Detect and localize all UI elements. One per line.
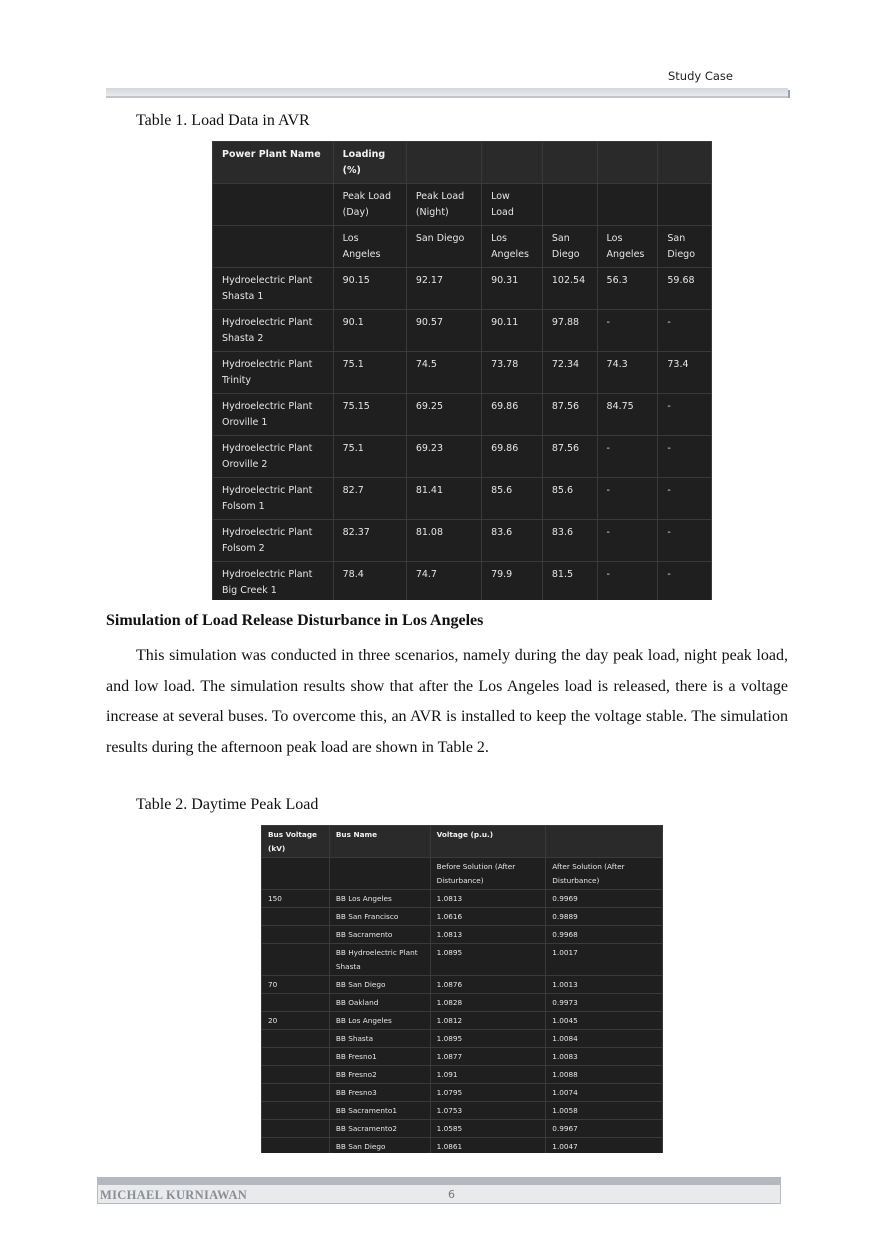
table-row [262, 890, 663, 908]
table-cell: 1.0045 [546, 1012, 663, 1030]
table-row [262, 944, 663, 976]
table-cell: 83.6 [542, 520, 597, 562]
table-cell: San Diego [542, 226, 597, 268]
page-number: 6 [448, 1188, 455, 1201]
table-cell: 90.31 [482, 268, 543, 310]
table-cell [658, 184, 712, 226]
table-cell: 90.57 [406, 310, 481, 352]
table-cell: Los Angeles [597, 226, 658, 268]
table-cell: 1.0585 [430, 1120, 546, 1138]
table-cell: BB Sacramento [329, 926, 430, 944]
header-cell [597, 142, 658, 184]
table-cell: Los Angeles [482, 226, 543, 268]
table-cell: 1.0074 [546, 1084, 663, 1102]
table-cell: Hydroelectric Plant Folsom 1 [213, 478, 334, 520]
section-title: Simulation of Load Release Disturbance in Los Angeles [106, 612, 484, 629]
table-cell: BB San Diego [329, 1138, 430, 1154]
table-cell: - [658, 394, 712, 436]
table-cell: - [658, 310, 712, 352]
table-cell: Hydroelectric Plant Oroville 2 [213, 436, 334, 478]
table-cell: 1.0861 [430, 1138, 546, 1154]
table-cell: Peak Load (Day) [333, 184, 406, 226]
table-cell: 84.75 [597, 394, 658, 436]
table-cell: 1.0876 [430, 976, 546, 994]
table-cell: 0.9889 [546, 908, 663, 926]
table-cell [262, 858, 330, 890]
table-row [213, 352, 712, 394]
table-row [262, 1102, 663, 1120]
table-cell [262, 1030, 330, 1048]
table-cell [262, 926, 330, 944]
table-cell: Hydroelectric Plant Shasta 1 [213, 268, 334, 310]
table-cell: - [658, 562, 712, 601]
table-row [262, 1066, 663, 1084]
table-cell: 74.3 [597, 352, 658, 394]
header-cell [546, 826, 663, 858]
table-cell: 1.0083 [546, 1048, 663, 1066]
table-cell: 92.17 [406, 268, 481, 310]
header-cell [482, 142, 543, 184]
table-cell: BB Los Angeles [329, 890, 430, 908]
table-cell: 102.54 [542, 268, 597, 310]
table-cell: 1.0753 [430, 1102, 546, 1120]
table-cell: BB Los Angeles [329, 1012, 430, 1030]
table-row [262, 1012, 663, 1030]
table-cell: Hydroelectric Plant Trinity [213, 352, 334, 394]
table-row [213, 268, 712, 310]
header-cell: Bus Name [329, 826, 430, 858]
table-cell: BB San Francisco [329, 908, 430, 926]
table-cell: 90.15 [333, 268, 406, 310]
table-cell [542, 184, 597, 226]
table-cell: 1.0795 [430, 1084, 546, 1102]
table-cell: 73.4 [658, 352, 712, 394]
table-cell: 1.0058 [546, 1102, 663, 1120]
table-cell: After Solution (After Disturbance) [546, 858, 663, 890]
table-cell: 1.0895 [430, 1030, 546, 1048]
header-cell: Bus Voltage (kV) [262, 826, 330, 858]
table-row [262, 1138, 663, 1154]
table-row [213, 310, 712, 352]
table-cell: 78.4 [333, 562, 406, 601]
header-cell: Power Plant Name [213, 142, 334, 184]
table-cell: BB Hydroelectric Plant Shasta [329, 944, 430, 976]
table-cell: 81.08 [406, 520, 481, 562]
table-cell: 81.5 [542, 562, 597, 601]
table-cell: 1.0017 [546, 944, 663, 976]
section-paragraph: This simulation was conducted in three scenarios, namely during the day peak load, night peak load, and low load. The simulation results show that after the Los Angeles load is released, there is a voltage increase at several buses. To overcome this, an AVR is installed to keep the voltage stable. The simulation results during the afternoon peak load are shown in Table 2. [106, 647, 788, 756]
table-cell: - [597, 478, 658, 520]
table-cell: 1.0877 [430, 1048, 546, 1066]
table2-caption: Table 2. Daytime Peak Load [136, 796, 319, 813]
table-cell: 70 [262, 976, 330, 994]
table-cell: BB Fresno1 [329, 1048, 430, 1066]
table-cell: - [658, 478, 712, 520]
table-cell: 69.23 [406, 436, 481, 478]
table-cell: BB San Diego [329, 976, 430, 994]
table-cell: 87.56 [542, 394, 597, 436]
header-cell: Voltage (p.u.) [430, 826, 546, 858]
table-row [213, 436, 712, 478]
table-cell: 1.0047 [546, 1138, 663, 1154]
header-rule [106, 88, 788, 98]
header-row [262, 826, 663, 858]
table-cell: 56.3 [597, 268, 658, 310]
table-cell: 69.86 [482, 436, 543, 478]
table-cell [262, 908, 330, 926]
table-cell: 150 [262, 890, 330, 908]
table-cell: 59.68 [658, 268, 712, 310]
table-cell: 1.0013 [546, 976, 663, 994]
table-cell: 82.37 [333, 520, 406, 562]
table-cell: 20 [262, 1012, 330, 1030]
table-cell: - [658, 520, 712, 562]
table-cell [213, 184, 334, 226]
table-cell [262, 1048, 330, 1066]
table-cell: Before Solution (After Disturbance) [430, 858, 546, 890]
header-row [213, 226, 712, 268]
table-cell: BB Oakland [329, 994, 430, 1012]
table-row [262, 1084, 663, 1102]
table-cell: 1.0895 [430, 944, 546, 976]
table-cell: BB Shasta [329, 1030, 430, 1048]
header-row [262, 858, 663, 890]
table-cell: - [597, 520, 658, 562]
table-row [213, 520, 712, 562]
table-cell: 90.11 [482, 310, 543, 352]
running-header: Study Case [668, 69, 734, 83]
table-cell: 75.1 [333, 352, 406, 394]
header-cell: Loading (%) [333, 142, 406, 184]
table-cell: 74.7 [406, 562, 481, 601]
table-cell: - [597, 562, 658, 601]
table-cell: BB Fresno3 [329, 1084, 430, 1102]
table-cell: 1.0084 [546, 1030, 663, 1048]
table-cell: 0.9968 [546, 926, 663, 944]
table-cell: - [597, 310, 658, 352]
table-cell: 82.7 [333, 478, 406, 520]
table-cell: 81.41 [406, 478, 481, 520]
table-cell: 1.0812 [430, 1012, 546, 1030]
table-cell: 1.0616 [430, 908, 546, 926]
table-cell: 74.5 [406, 352, 481, 394]
table-row [262, 976, 663, 994]
table-cell: 0.9967 [546, 1120, 663, 1138]
table-cell: 73.78 [482, 352, 543, 394]
footer-author: MICHAEL KURNIAWAN [100, 1188, 248, 1202]
table-row [262, 926, 663, 944]
table-row [213, 394, 712, 436]
table-cell [262, 1120, 330, 1138]
header-row [213, 184, 712, 226]
table-cell [262, 1066, 330, 1084]
table-cell: 1.0813 [430, 926, 546, 944]
table-cell: 79.9 [482, 562, 543, 601]
table-cell: 0.9969 [546, 890, 663, 908]
table-cell: Hydroelectric Plant Folsom 2 [213, 520, 334, 562]
table-cell: 1.0828 [430, 994, 546, 1012]
table1-caption: Table 1. Load Data in AVR [136, 112, 310, 129]
table-cell: BB Sacramento1 [329, 1102, 430, 1120]
table-row [262, 1048, 663, 1066]
table-cell: 97.88 [542, 310, 597, 352]
daytime-peak-load-table [261, 825, 663, 1153]
table-cell: - [658, 436, 712, 478]
table-cell [262, 994, 330, 1012]
table-cell: 90.1 [333, 310, 406, 352]
table-cell: Hydroelectric Plant Big Creek 1 [213, 562, 334, 601]
table-cell: 69.86 [482, 394, 543, 436]
load-data-table [212, 141, 712, 600]
table-cell: Los Angeles [333, 226, 406, 268]
table-cell: Peak Load (Night) [406, 184, 481, 226]
table-cell: 75.15 [333, 394, 406, 436]
table-cell: Low Load [482, 184, 543, 226]
table-row [262, 1030, 663, 1048]
table-cell: BB Sacramento2 [329, 1120, 430, 1138]
table-cell [262, 1138, 330, 1154]
header-cell [542, 142, 597, 184]
header-cell [658, 142, 712, 184]
table-cell [329, 858, 430, 890]
table-cell [213, 226, 334, 268]
table-row [262, 1120, 663, 1138]
table-cell: Hydroelectric Plant Oroville 1 [213, 394, 334, 436]
table-row [213, 478, 712, 520]
table-cell: BB Fresno2 [329, 1066, 430, 1084]
table-cell: 83.6 [482, 520, 543, 562]
table-cell: 1.0088 [546, 1066, 663, 1084]
table-cell: 85.6 [542, 478, 597, 520]
table-cell: Hydroelectric Plant Shasta 2 [213, 310, 334, 352]
table-cell: 72.34 [542, 352, 597, 394]
header-row [213, 142, 712, 184]
table-row [262, 908, 663, 926]
header-cell [406, 142, 481, 184]
table-row [262, 994, 663, 1012]
table-cell: San Diego [406, 226, 481, 268]
table-cell: 0.9973 [546, 994, 663, 1012]
table-cell: 1.091 [430, 1066, 546, 1084]
table-cell [262, 1102, 330, 1120]
table-cell: San Diego [658, 226, 712, 268]
table-cell [597, 184, 658, 226]
table-cell: 75.1 [333, 436, 406, 478]
table-cell: - [597, 436, 658, 478]
table-cell [262, 1084, 330, 1102]
table-cell [262, 944, 330, 976]
table-cell: 69.25 [406, 394, 481, 436]
table-row [213, 562, 712, 601]
table-cell: 87.56 [542, 436, 597, 478]
table-cell: 85.6 [482, 478, 543, 520]
table-cell: 1.0813 [430, 890, 546, 908]
